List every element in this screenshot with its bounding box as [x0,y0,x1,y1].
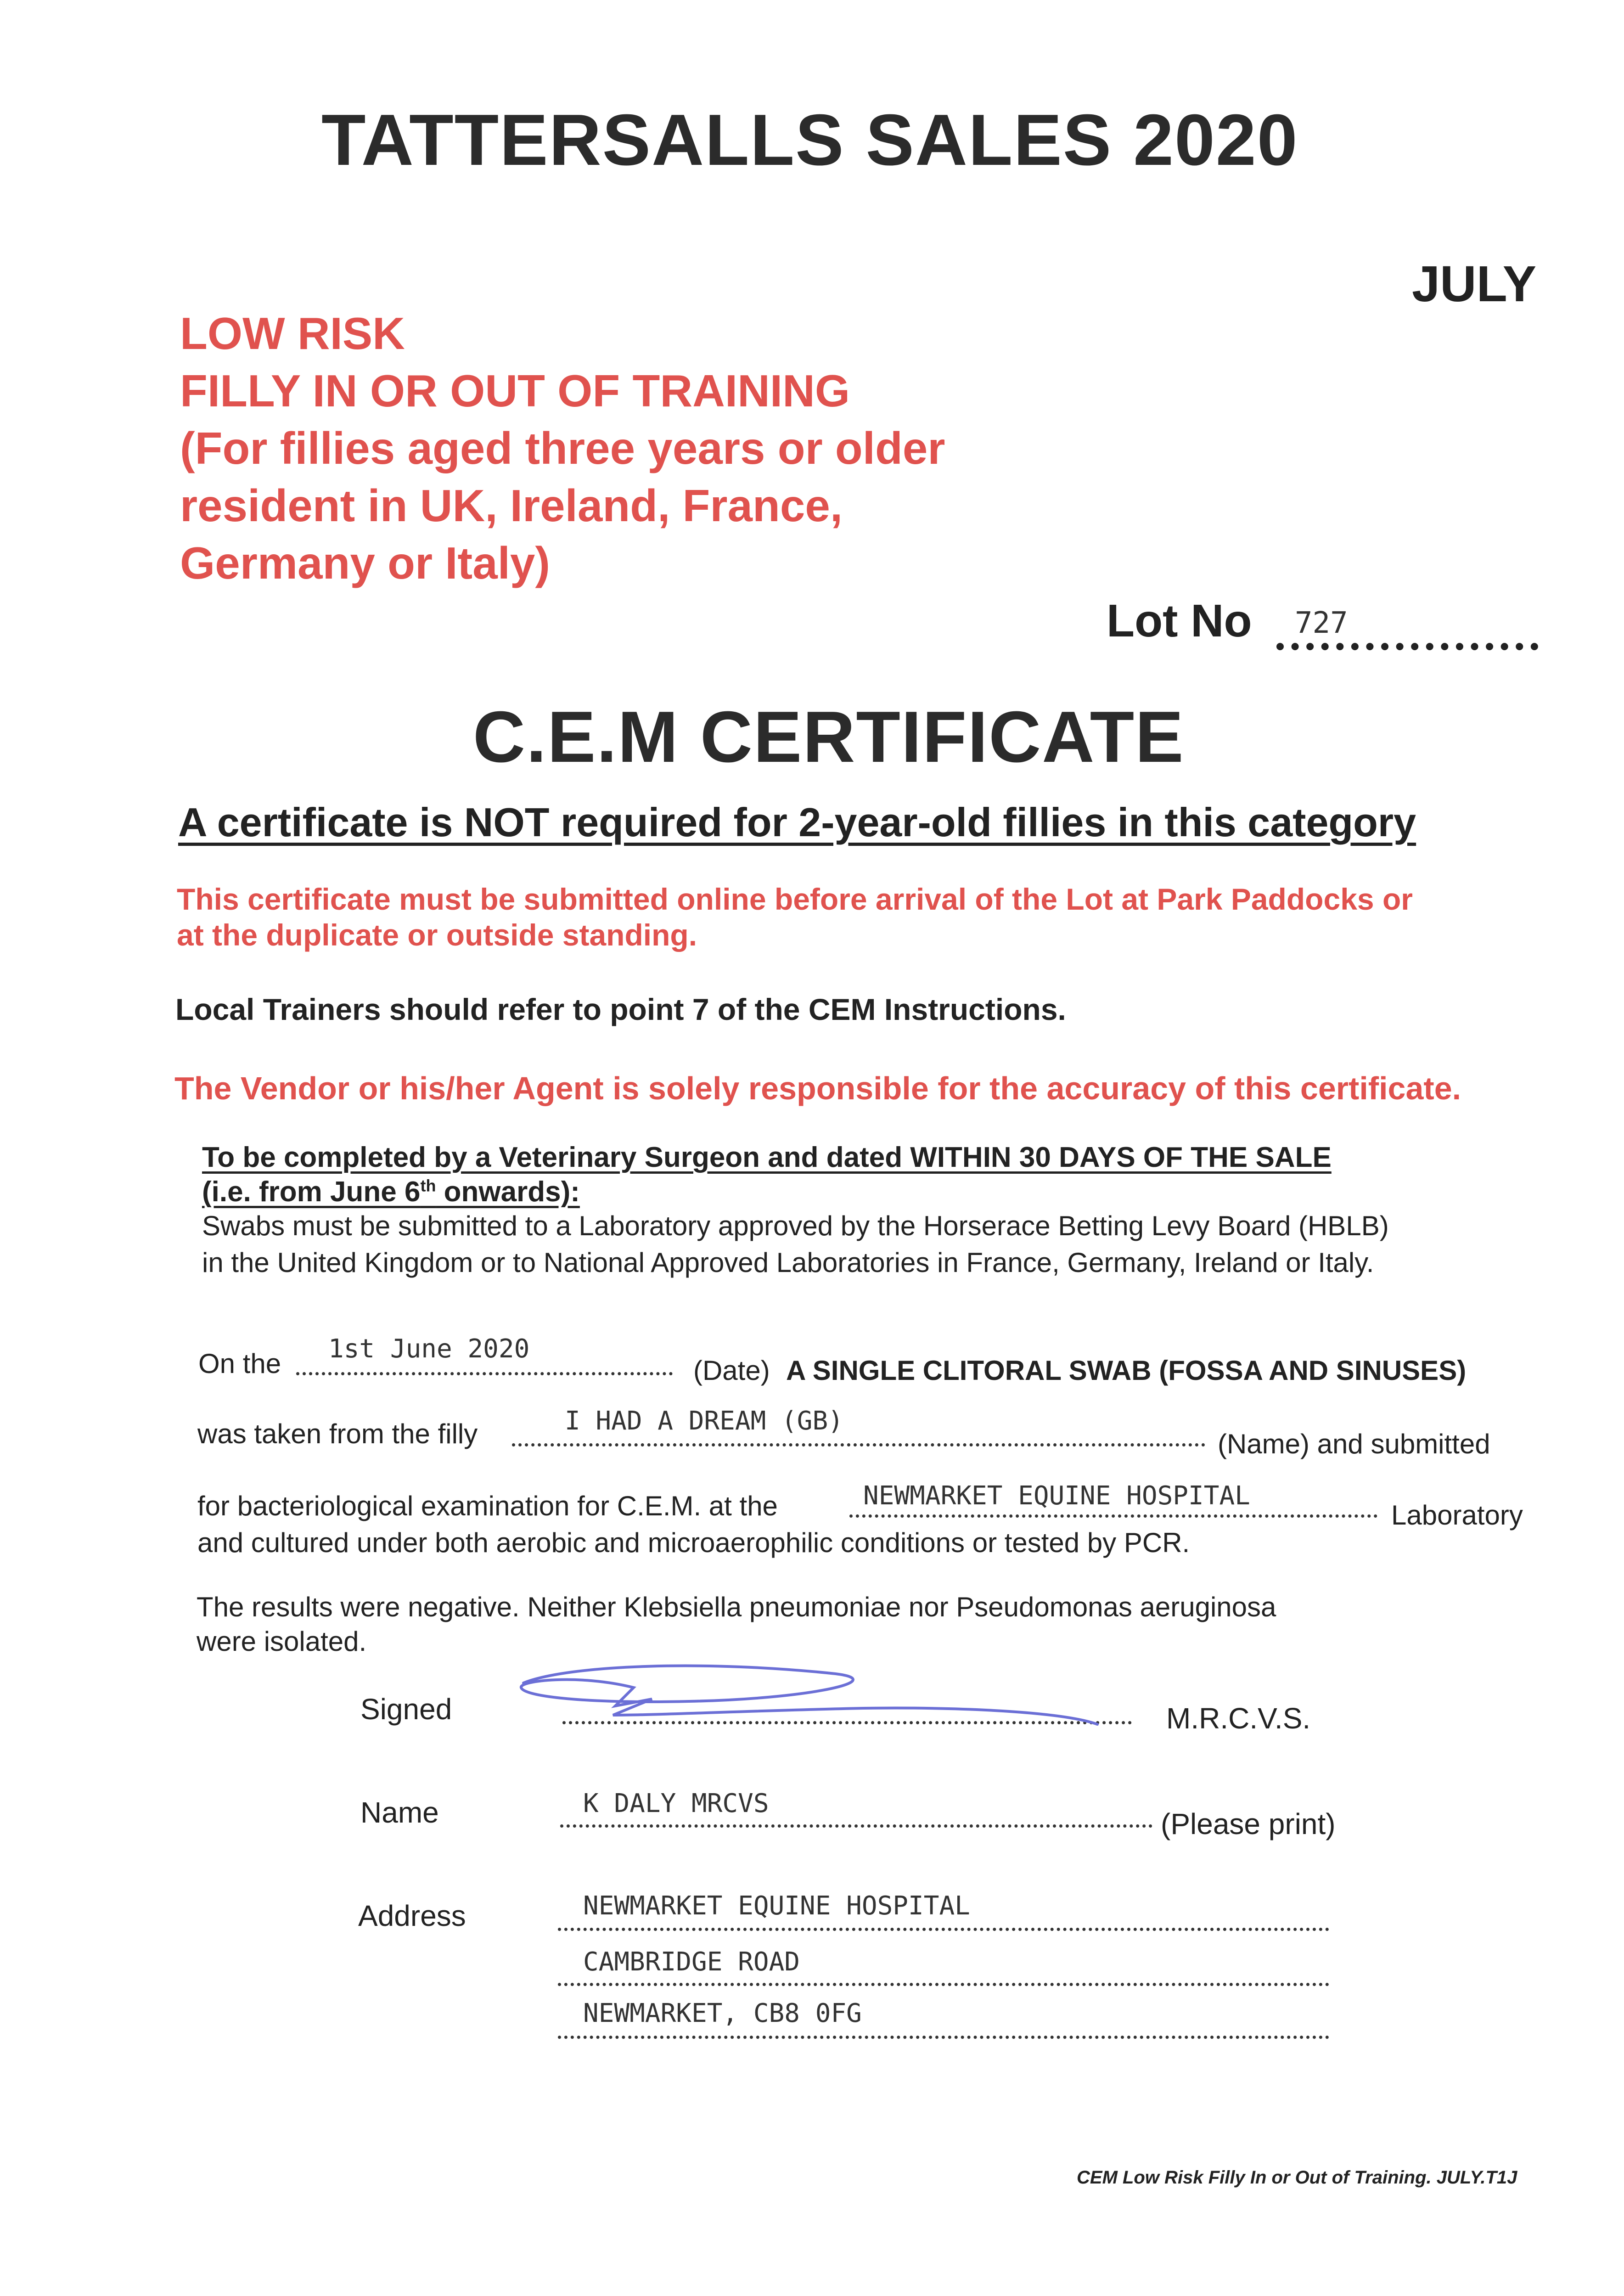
results-line1: The results were negative. Neither Klebsiella pneumoniae nor Pseudomonas aeruginosa [197,1592,1276,1622]
sale-title: TATTERSALLS SALES 2020 [321,100,1298,180]
vendor-responsibility-notice: The Vendor or his/her Agent is solely responsible for the accuracy of this certificate. [174,1070,1461,1106]
sale-month: JULY [1412,256,1537,312]
lot-number-label: Lot No [1107,595,1252,647]
filly-name-suffix: (Name) and submitted [1218,1429,1490,1459]
swabs-instruction-line1: Swabs must be submitted to a Laboratory approved by the Horserace Betting Levy Board (HBLB) [202,1210,1389,1241]
lot-number-field[interactable] [1276,643,1538,650]
signed-label: Signed [360,1693,452,1726]
vet-instruction-heading: To be completed by a Veterinary Surgeon and dated WITHIN 30 DAYS OF THE SALE [202,1142,1332,1173]
laboratory-suffix: Laboratory [1391,1500,1523,1531]
lot-number-value: 727 [1295,606,1348,640]
local-trainers-notice: Local Trainers should refer to point 7 of the CEM Instructions. [175,992,1066,1026]
handwritten-signature [514,1655,1157,1738]
mrcvs-suffix: M.R.C.V.S. [1166,1702,1311,1735]
filly-name-value: I HAD A DREAM (GB) [565,1406,843,1436]
date-value: 1st June 2020 [328,1334,530,1364]
category-line-risk: LOW RISK [180,308,405,359]
culture-conditions: and cultured under both aerobic and microaerophilic conditions or tested by PCR. [197,1527,1190,1558]
results-line2: were isolated. [197,1626,367,1657]
date-range-end: onwards): [436,1176,580,1208]
not-required-notice: A certificate is NOT required for 2-year-old fillies in this category [178,799,1416,845]
swab-description: A SINGLE CLITORAL SWAB (FOSSA AND SINUSES) [786,1355,1467,1386]
vet-instruction-date-range [202,1176,580,1208]
address-line3-value: NEWMARKET, CB8 0FG [583,1998,862,2028]
date-suffix-label: (Date) [693,1355,770,1386]
laboratory-value: NEWMARKET EQUINE HOSPITAL [863,1481,1250,1511]
form-reference-code: CEM Low Risk Filly In or Out of Training. JULY.T1J [1077,2167,1517,2188]
name-label: Name [360,1796,439,1829]
submit-notice-line2: at the duplicate or outside standing. [177,918,697,952]
address-label: Address [358,1899,466,1932]
exam-prefix-label: for bacteriological examination for C.E.M. at the [197,1491,778,1521]
taken-from-label: was taken from the filly [197,1418,478,1449]
vet-name-value: K DALY MRCVS [583,1789,769,1818]
category-line-training: FILLY IN OR OUT OF TRAINING [180,366,850,416]
submit-notice-line1: This certificate must be submitted online before arrival of the Lot at Park Paddocks or [177,882,1413,916]
please-print-note: (Please print) [1161,1807,1336,1840]
category-line-residence: resident in UK, Ireland, France, [180,480,843,531]
category-line-countries: Germany or Italy) [180,538,551,588]
date-range-text: (i.e. from June 6 [202,1176,421,1208]
address-line1-value: NEWMARKET EQUINE HOSPITAL [583,1891,970,1921]
category-line-age: (For fillies aged three years or older [180,423,945,473]
date-range-suffix: th [420,1176,436,1195]
on-the-label: On the [198,1348,281,1379]
certificate-title: C.E.M CERTIFICATE [473,697,1185,777]
address-line2-value: CAMBRIDGE ROAD [583,1947,800,1977]
swabs-instruction-line2: in the United Kingdom or to National Approved Laboratories in France, Germany, Ireland or Italy. [202,1247,1374,1278]
